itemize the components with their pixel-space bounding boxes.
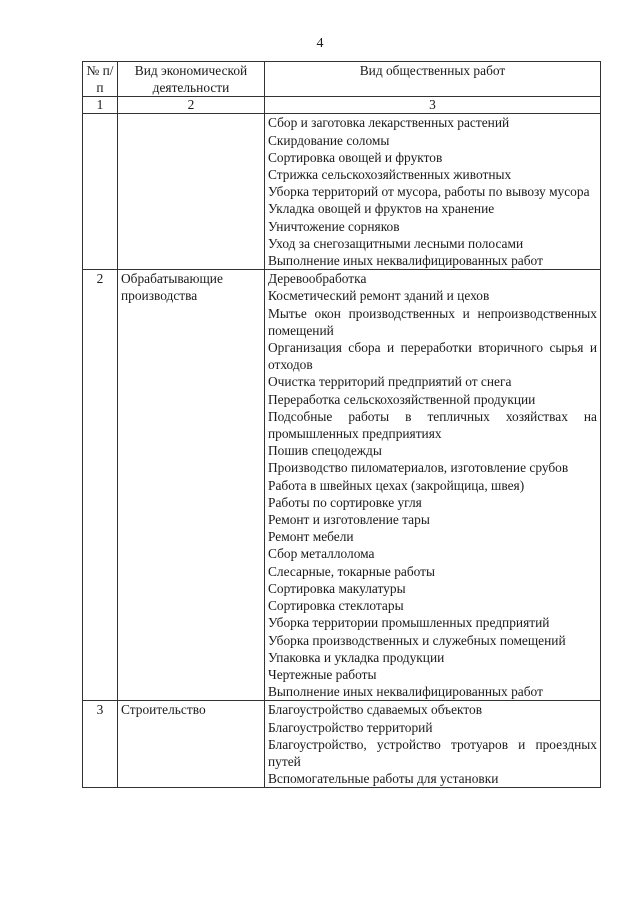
work-item: Очистка территорий предприятий от снега (268, 374, 512, 390)
table-header-row (83, 62, 601, 97)
works-list (265, 701, 601, 788)
work-item: Производство пиломатериалов, изготовление срубов (268, 460, 569, 476)
work-item: Косметический ремонт зданий и цехов (268, 288, 490, 304)
work-item: Подсобные работы в тепличных хозяйствах на промышленных предприятиях (268, 408, 597, 442)
column-number: 3 (265, 97, 601, 114)
work-item: Выполнение иных неквалифицированных работ (268, 253, 543, 269)
work-item: Упаковка и укладка продукции (268, 649, 445, 665)
activity-type: Обрабатывающие производства (118, 270, 265, 701)
public-works-table (82, 61, 601, 788)
work-item: Уход за снегозащитными лесными полосами (268, 235, 524, 251)
table-row (83, 114, 601, 270)
works-list (265, 114, 601, 270)
work-item: Работа в швейных цехах (закройщица, швея) (268, 477, 525, 493)
work-item: Ремонт и изготовление тары (268, 512, 430, 528)
table-row (83, 701, 601, 788)
work-item: Вспомогательные работы для установки (268, 771, 499, 787)
work-item: Пошив спецодежды (268, 443, 382, 459)
header-number: № п/п (83, 62, 118, 97)
work-item: Работы по сортировке угля (268, 494, 422, 510)
row-number: 3 (83, 701, 118, 788)
work-item: Сортировка овощей и фруктов (268, 149, 443, 165)
activity-type (118, 114, 265, 270)
work-item: Уборка территорий от мусора, работы по вывозу мусора (268, 184, 590, 200)
table-row (83, 270, 601, 701)
page-number: 4 (316, 36, 324, 51)
work-item: Благоустройство территорий (268, 719, 433, 735)
column-number: 1 (83, 97, 118, 114)
row-number: 2 (83, 270, 118, 701)
work-item: Переработка сельскохозяйственной продукции (268, 391, 536, 407)
work-item: Сортировка макулатуры (268, 580, 406, 596)
work-item: Уничтожение сорняков (268, 218, 400, 234)
activity-type: Строительство (118, 701, 265, 788)
work-item: Укладка овощей и фруктов на хранение (268, 201, 495, 217)
work-item: Уборка производственных и служебных помещений (268, 632, 566, 648)
work-item: Выполнение иных неквалифицированных работ (268, 684, 543, 700)
work-item: Сбор металлолома (268, 546, 375, 562)
work-item: Скирдование соломы (268, 132, 390, 148)
header-activity: Вид экономической деятельности (118, 62, 265, 97)
header-works: Вид общественных работ (265, 62, 601, 97)
work-item: Деревообработка (268, 271, 367, 287)
work-item: Уборка территории промышленных предприятий (268, 615, 550, 631)
work-item: Благоустройство, устройство тротуаров и проездных путей (268, 736, 597, 769)
work-item: Сбор и заготовка лекарственных растений (268, 115, 510, 131)
work-item: Мытье окон производственных и непроизводственных помещений (268, 305, 597, 338)
works-list (265, 270, 601, 701)
work-item: Организация сбора и переработки вторичного сырья и отходов (268, 340, 597, 373)
column-number-row (83, 97, 601, 114)
row-number (83, 114, 118, 270)
work-item: Ремонт мебели (268, 529, 354, 545)
work-item: Сортировка стеклотары (268, 598, 404, 614)
work-item: Благоустройство сдаваемых объектов (268, 702, 483, 718)
column-number: 2 (118, 97, 265, 114)
work-item: Чертежные работы (268, 666, 377, 682)
work-item: Стрижка сельскохозяйственных животных (268, 167, 512, 183)
work-item: Слесарные, токарные работы (268, 563, 436, 579)
